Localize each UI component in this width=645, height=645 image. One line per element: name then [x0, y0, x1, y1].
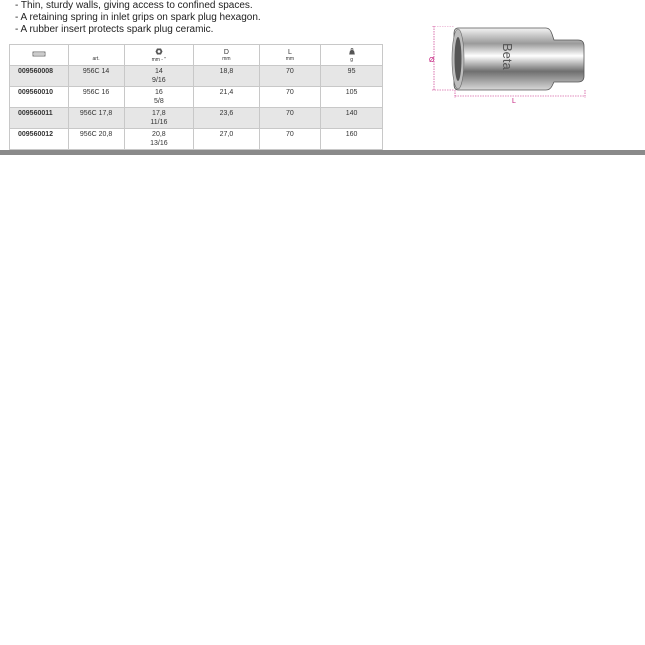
feature-item: - A rubber insert protects spark plug ceramic. [15, 24, 214, 35]
cell-art: 956C 17,8 [68, 108, 124, 129]
socket-drawing [428, 26, 588, 106]
header-art: art. [68, 45, 124, 66]
cell-diameter: 27,0 [194, 129, 260, 150]
socket-size-icon [127, 48, 192, 57]
barcode-icon [12, 51, 66, 60]
cell-art: 956C 14 [68, 66, 124, 87]
weight-icon [323, 48, 380, 57]
header-code [10, 45, 69, 66]
header-length: L mm [259, 45, 320, 66]
length-label: L [512, 98, 516, 105]
cell-length: 70 [259, 66, 320, 87]
cell-weight: 160 [321, 129, 383, 150]
cell-code: 009560008 [10, 66, 69, 87]
diameter-label: Ø [429, 57, 435, 64]
cell-weight: 140 [321, 108, 383, 129]
cell-code: 009560012 [10, 129, 69, 150]
table-row [10, 87, 383, 108]
table-row [10, 129, 383, 150]
cell-weight: 105 [321, 87, 383, 108]
cell-size: 16 5/8 [124, 87, 194, 108]
cell-diameter: 23,6 [194, 108, 260, 129]
feature-item: - A retaining spring in inlet grips on spark plug hexagon. [15, 12, 261, 23]
cell-length: 70 [259, 87, 320, 108]
cell-size: 14 9/16 [124, 66, 194, 87]
cell-diameter: 18,8 [194, 66, 260, 87]
socket-body [454, 28, 584, 90]
table-row [10, 108, 383, 129]
cell-diameter: 21,4 [194, 87, 260, 108]
table-header-row [10, 45, 383, 66]
cell-size: 17,8 11/16 [124, 108, 194, 129]
section-divider [0, 150, 645, 155]
cell-code: 009560011 [10, 108, 69, 129]
header-weight: g [321, 45, 383, 66]
cell-length: 70 [259, 129, 320, 150]
feature-list [15, 0, 261, 36]
cell-weight: 95 [321, 66, 383, 87]
header-diameter: D mm [194, 45, 260, 66]
engraving-text: Beta [500, 43, 515, 70]
cell-art: 956C 20,8 [68, 129, 124, 150]
header-size: mm - " [124, 45, 194, 66]
table-row [10, 66, 383, 87]
cell-art: 956C 16 [68, 87, 124, 108]
spec-table [9, 44, 383, 150]
feature-item: - Thin, sturdy walls, giving access to confined spaces. [15, 0, 253, 11]
cell-size: 20,8 13/16 [124, 129, 194, 150]
cell-code: 009560010 [10, 87, 69, 108]
cell-length: 70 [259, 108, 320, 129]
